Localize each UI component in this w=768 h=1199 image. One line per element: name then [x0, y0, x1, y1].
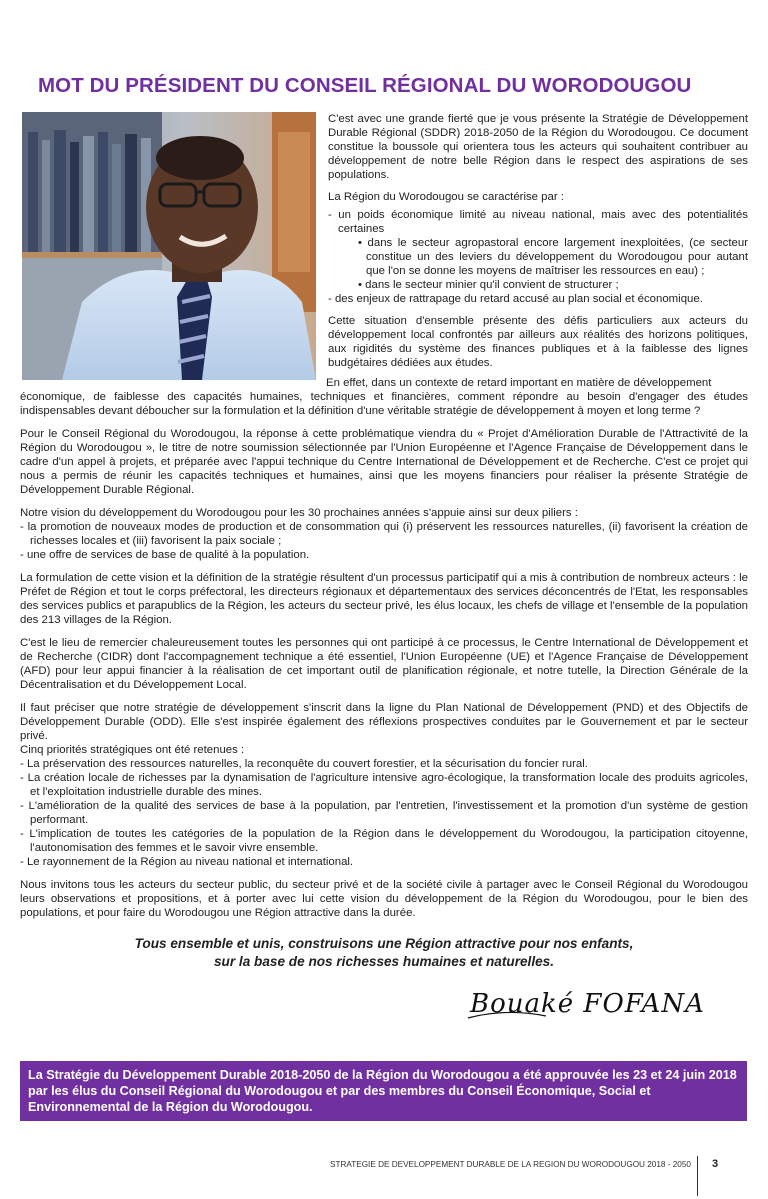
list-item: - un poids économique limité au niveau national, mais avec des potentialités certaines • dans le secteur agropastoral encore largement inexploitées, (ce secteur constitue un des leviers du développement du Worodougou pour autant que l'on se donne les moyens de maîtriser les ressources en eau) ; • dans le secteur minier qu'il convient de structurer ; [328, 208, 748, 292]
list-item: - Le rayonnement de la Région au niveau national et international. [20, 855, 748, 869]
list-item: • dans le secteur agropastoral encore largement inexploitées, (ce secteur constitue un des leviers du développement du Worodougou pour autant que l'on se donne les moyens de maîtriser les ressources en eau) ; [358, 236, 748, 278]
list-item: - L'implication de toutes les catégories de la population de la Région dans le développement du Worodougou, la participation citoyenne, l'autonomisation des femmes et le savoir vivre ensemble. [20, 827, 748, 855]
page-title: MOT DU PRÉSIDENT DU CONSEIL RÉGIONAL DU WORODOUGOU [38, 74, 692, 97]
context-paragraph-start: En effet, dans un contexte de retard important en matière de développement [326, 377, 712, 389]
page-number: 3 [712, 1158, 719, 1170]
vision-lead: Notre vision du développement du Worodougou pour les 30 prochaines années s'appuie ainsi sur deux piliers : [20, 507, 578, 519]
project-paragraph: Pour le Conseil Régional du Worodougou, la réponse à cette problématique viendra du « Projet d'Amélioration Durable de l'Attractivité de la Région du Worodougou », le titre de notre soumission sélectionnée par l'Union Européenne et l'Agence Française de Développement dans le cadre d'un appel à projets, et préparée avec l'appui technique du Centre International de Développement et de Recherche. C'est ce projet qui nous a permis de réunir les capacités techniques et humaines, ainsi que les moyens financiers pour réaliser la présente Stratégie de Développement Durable Régional. [20, 428, 748, 496]
footer-title: STRATEGIE DE DEVELOPPEMENT DURABLE DE LA REGION DU WORODOUGOU 2018 - 2050 [330, 1160, 691, 1169]
thanks-paragraph: C'est le lieu de remercier chaleureusement toutes les personnes qui ont participé à ce processus, le Centre International de Développement et de Recherche (CIDR) dont l'accompagnement technique a été essentiel, l'Union Européenne (UE) et l'Agence Française de Développement (AFD) pour leur appui financier à la réalisation de cet important outil de planification régionale, et notre tutelle, la Direction Générale de la Décentralisation et du Développement Local. [20, 637, 748, 691]
characteristics-lead: La Région du Worodougou se caractérise par : [328, 191, 564, 203]
motto-line: sur la base de nos richesses humaines et naturelles. [214, 954, 554, 969]
motto-line: Tous ensemble et unis, construisons une Région attractive pour nos enfants, [134, 936, 634, 951]
list-item: - L'amélioration de la qualité des services de base à la population, par l'entretien, l'investissement et la promotion d'un système de gestion performant. [20, 799, 748, 827]
alignment-paragraph: Il faut préciser que notre stratégie de développement s'inscrit dans la ligne du Plan National de Développement (PND) et des Objectifs de Développement Durable (ODD). Elle s'est inspirée également des réflexions prospectives conduites par le Gouvernement et par le secteur privé. [20, 702, 748, 742]
intro-column [328, 112, 748, 370]
sub-list [358, 236, 748, 292]
motto [20, 935, 748, 971]
pillars-list [20, 520, 748, 562]
context-paragraph: économique, de faiblesse des capacités humaines, techniques et financières, comment répondre au besoin d'engager des études indispensables devant déboucher sur la formulation et la définition d'une véritable stratégie de développement à moyen et long terme ? [20, 391, 748, 417]
list-item: - des enjeux de rattrapage du retard accusé au plan social et économique. [328, 292, 748, 306]
priorities-list [20, 757, 748, 869]
intro-paragraph: C'est avec une grande fierté que je vous présente la Stratégie de Développement Durable Régional (SDDR) 2018-2050 de la Région du Worodougou. Ce document constitue la boussole qui orientera tous les acteurs qui souhaitent contribuer au développement de notre belle Région dans le respect des aspirations de ses populations. [328, 113, 748, 181]
invitation-paragraph: Nous invitons tous les acteurs du secteur public, du secteur privé et de la société civile à partager avec le Conseil Régional du Worodougou leurs observations et propositions, et à porter avec lui cette vision du développement de la Région du Worodougou, pour le bien des populations, et pour faire du Worodougou une Région attractive dans la durée. [20, 879, 748, 919]
approval-text: La Stratégie du Développement Durable 2018-2050 de la Région du Worodougou a été approuvée les 23 et 24 juin 2018 par les élus du Conseil Régional du Worodougou et par des membres du Conseil Économique, Social et Environnemental de la Région du Worodougou. [28, 1068, 737, 1114]
signature [466, 980, 746, 1026]
challenges-paragraph: Cette situation d'ensemble présente des défis particuliers aux acteurs du développement local confrontés par ailleurs aux réalités des horizons politiques, aux rigidités du système des finances publiques et à la faiblesse des lignes budgétaires dédiées aux études. [328, 315, 748, 369]
list-item: - La préservation des ressources naturelles, la reconquête du couvert forestier, et la sécurisation du foncier rural. [20, 757, 748, 771]
list-item: • dans le secteur minier qu'il convient de structurer ; [358, 278, 748, 292]
list-item: - la promotion de nouveaux modes de production et de consommation qui (i) préservent les ressources naturelles, (ii) favorisent la création de richesses locales et (iii) favorisent la paix sociale ; [20, 520, 748, 548]
svg-text:Bouaké FOFANA: Bouaké FOFANA [470, 989, 705, 1019]
process-paragraph: La formulation de cette vision et la définition de la stratégie résultent d'un processus participatif qui a mis à contribution de nombreux acteurs : le Préfet de Région et tout le corps préfectoral, les directeurs régionaux et départementaux des services déconcentrés de l'Etat, les responsables des services publics et parapublics de la Région, les acteurs du secteur privé, les élus locaux, les chefs de village et l'ensemble de la population des 213 villages de la Région. [20, 572, 748, 626]
approval-notice [20, 1061, 747, 1121]
characteristics-list [328, 208, 748, 306]
main-text [20, 376, 748, 929]
footer-divider [697, 1156, 698, 1196]
president-portrait-photo [22, 112, 316, 380]
list-item: - La création locale de richesses par la dynamisation de l'agriculture intensive agro-écologique, la transformation locale des produits agricoles, et l'exploitation industrielle durable des mines. [20, 771, 748, 799]
priorities-lead: Cinq priorités stratégiques ont été retenues : [20, 744, 245, 756]
list-item: - une offre de services de base de qualité à la population. [20, 548, 748, 562]
